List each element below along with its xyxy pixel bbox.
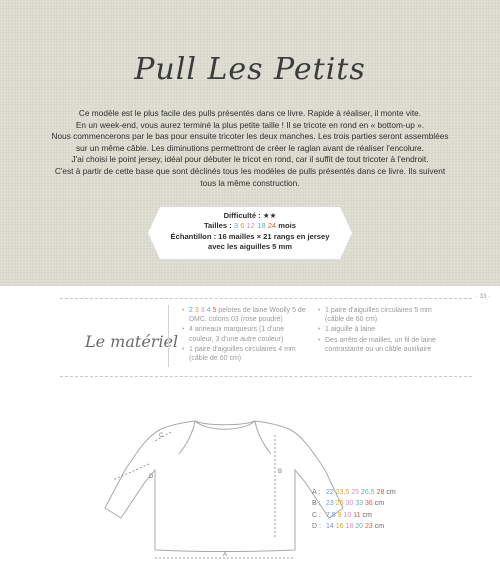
page-number: · 33 ·: [475, 294, 490, 300]
measurement-value: 14: [325, 523, 334, 531]
pattern-info-card: [160, 207, 340, 259]
measurement-value: 16: [335, 523, 344, 531]
material-item: • 4 anneaux marqueurs (1 d'une couleur, 3 d'une autre couleur): [182, 325, 310, 343]
sizes-label: Tailles :: [203, 221, 232, 231]
qty-value: 3: [200, 307, 205, 314]
measurement-value: 28: [376, 489, 385, 496]
materials-title: Le matériel: [85, 332, 179, 351]
measurement-unit: cm: [362, 511, 372, 519]
measurements-legend: [312, 487, 396, 533]
measurement-value: 26,5: [361, 489, 375, 496]
measurement-value: 20: [355, 523, 363, 531]
sizes-row: [160, 221, 340, 231]
difficulty-stars: ★★: [262, 211, 277, 220]
measurement-row: [312, 510, 396, 521]
measurement-value: 10: [343, 511, 352, 519]
qty-value: 3: [194, 307, 199, 314]
divider-top: [60, 298, 472, 299]
materials-separator: [168, 305, 169, 367]
gauge-row-2: [160, 242, 340, 252]
measurement-label: D :: [312, 523, 321, 531]
material-item: • 1 aiguille à laine: [318, 325, 448, 334]
qty-value: 4: [206, 307, 211, 314]
measure-line-d: [113, 464, 149, 480]
intro-text: [40, 108, 460, 189]
gauge-text: 16 mailles × 21 rangs en jersey: [218, 231, 330, 241]
qty-value: 5: [212, 307, 217, 314]
raglan-left: [179, 421, 195, 454]
measurement-value: 25: [351, 489, 360, 496]
size-value: 18: [257, 221, 266, 231]
material-item: [182, 306, 310, 324]
label-d: D: [149, 474, 154, 480]
intro-line: J'ai choisi le point jersey, idéal pour débuter le tricot en rond, car il suffit de tout tricoter à l'endroit.: [71, 154, 429, 165]
intro-line: sur un même câble. Les diminutions permettront de créer le raglan avant de réaliser l'encolure.: [76, 142, 424, 153]
page-title: Pull Les Petits: [134, 52, 366, 87]
measurement-row: [312, 521, 396, 532]
measurement-value: 23: [325, 500, 334, 508]
raglan-right: [255, 421, 271, 454]
measurement-value: 23,5: [335, 489, 350, 496]
label-c: C: [159, 433, 164, 439]
label-a: A: [223, 552, 228, 558]
measurement-value: 36: [364, 500, 373, 508]
measurement-value: 33: [355, 500, 363, 508]
material-item: • 1 paire d'aiguilles circulaires 4 mm (câble de 60 cm): [182, 345, 310, 363]
intro-line: Nous commencerons par le bas pour ensuite tricoter les deux manches. Les trois parties seront assemblées: [51, 131, 449, 142]
measurement-label: C :: [312, 511, 321, 519]
measurement-value: 23: [364, 523, 373, 531]
measurement-value: 11: [353, 511, 361, 519]
sweater-outline: [105, 421, 343, 552]
label-b: B: [278, 469, 283, 475]
material-item: • Des arrêts de mailles, un fil de laine contrastante ou un câble auxiliaire: [318, 336, 448, 354]
measurement-value: 9: [337, 511, 342, 519]
header-panel: [0, 0, 500, 286]
size-value: 12: [246, 221, 255, 231]
measurement-value: 18: [345, 523, 354, 531]
measurement-label: B :: [312, 500, 321, 508]
intro-line: tous la même construction.: [200, 177, 300, 188]
gauge-row: [160, 232, 340, 242]
materials-list-1: [182, 306, 310, 364]
intro-line: En un week-end, vous aurez terminé la plus petite taille ! Il se tricote en rond en « bottom-up ».: [75, 119, 425, 130]
measurement-unit: cm: [386, 489, 396, 496]
sweater-schematic: [95, 410, 345, 560]
difficulty-row: [160, 211, 340, 221]
measurement-value: 30: [345, 500, 354, 508]
divider-bottom: [60, 376, 472, 377]
difficulty-label: Difficulté :: [223, 211, 261, 220]
measurement-row: [312, 487, 396, 498]
measurement-value: 7,8: [325, 511, 336, 519]
material-item: • 1 paire d'aiguilles circulaires 5 mm (câble de 60 cm): [318, 306, 448, 324]
intro-line: Ce modèle est le plus facile des pulls présentés dans ce livre. Rapide à réaliser, il monte vite.: [78, 108, 422, 118]
qty-value: 2: [189, 307, 193, 314]
measurement-unit: cm: [374, 523, 385, 531]
size-value: 6: [240, 221, 245, 231]
measurement-value: 26: [335, 500, 344, 508]
material-text: pelotes de laine Woolly 5 de DMC, coloris 03 (rose poudré): [189, 307, 306, 324]
measurement-unit: cm: [374, 500, 385, 508]
measurement-row: [312, 498, 396, 509]
intro-line: C'est à partir de cette base que sont déclinés tous les modèles de pulls présentés dans ce livre. Ils suivent: [54, 165, 446, 176]
materials-list-2: [318, 306, 448, 355]
measurement-value: 22: [325, 489, 334, 496]
measurement-label: A :: [312, 489, 321, 496]
size-value: 3: [233, 221, 239, 231]
size-value: 24: [267, 221, 277, 231]
gauge-text-2: avec les aiguilles 5 mm: [207, 242, 292, 252]
gauge-label: Échantillon :: [170, 231, 217, 241]
sizes-unit: mois: [278, 221, 297, 231]
